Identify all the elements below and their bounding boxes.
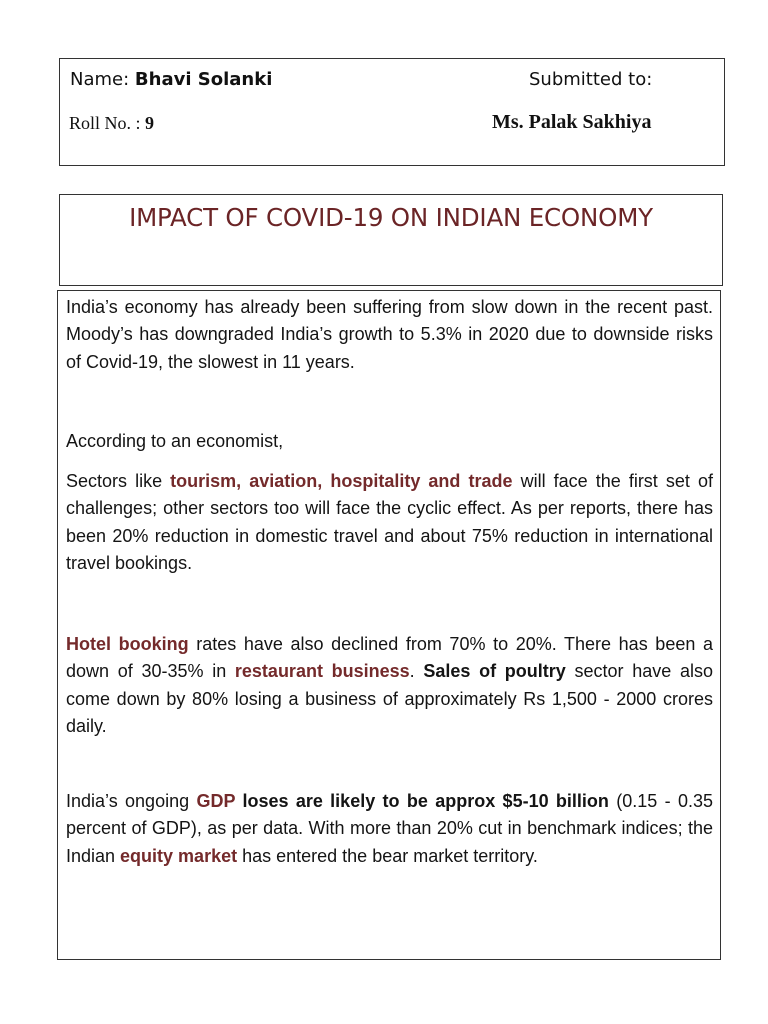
teacher-name: Ms. Palak Sakhiya [492, 111, 652, 133]
paragraph-gdp [66, 788, 713, 870]
name-row [70, 69, 272, 90]
text-span: rates have also declined from 70% to 20%. There has been a down of 30-35% in [66, 634, 713, 682]
text-span: India’s ongoing [66, 791, 197, 811]
title-box [59, 194, 723, 286]
text-span: . [409, 661, 424, 682]
text-span: will face the first set of challenges; other sectors too will face the cyclic effect. As per reports, there has been 20% reduction in domestic travel and about 75% reduction in international travel bookings. [66, 471, 713, 574]
highlight-hotel-booking: Hotel booking [66, 634, 189, 654]
highlight-poultry: Sales of poultry [423, 661, 566, 682]
roll-number: 9 [145, 113, 155, 133]
paragraph-economist: According to an economist, [66, 431, 284, 451]
page-title: IMPACT OF COVID-19 ON INDIAN ECONOMY [129, 203, 653, 232]
roll-row [69, 113, 154, 134]
paragraph-hotel [66, 631, 713, 741]
paragraph-sectors [66, 468, 713, 578]
text-span: (0.15 - 0.35 percent of GDP), as per data. With more than 20% cut in benchmark indices; the Indian [66, 791, 713, 866]
highlight-gdp-loss: loses are likely to be approx $5-10 billion [235, 791, 609, 811]
highlight-restaurant: restaurant business [234, 661, 410, 682]
submitted-to-label: Submitted to: [529, 69, 653, 90]
highlight-gdp: GDP [196, 791, 236, 811]
name-label: Name: [70, 69, 130, 90]
roll-label: Roll No. : [69, 113, 141, 133]
highlight-equity-market: equity market [120, 845, 238, 866]
student-name: Bhavi Solanki [134, 69, 273, 90]
paragraph-intro: India’s economy has already been suffering from slow down in the recent past. Moody’s has downgraded India’s growth to 5.3% in 2020 due to downside risks of Covid-19, the slowest in 11 years. [66, 297, 713, 372]
highlight-sectors: tourism, aviation, hospitality and trade [170, 471, 513, 491]
content-box [57, 290, 721, 960]
student-info-box [59, 58, 725, 166]
text-span: has entered the bear market territory. [237, 845, 538, 866]
text-span: sector have also come down by 80% losing a business of approximately Rs 1,500 - 2000 crores daily. [66, 661, 713, 737]
text-span: Sectors like [66, 471, 171, 491]
